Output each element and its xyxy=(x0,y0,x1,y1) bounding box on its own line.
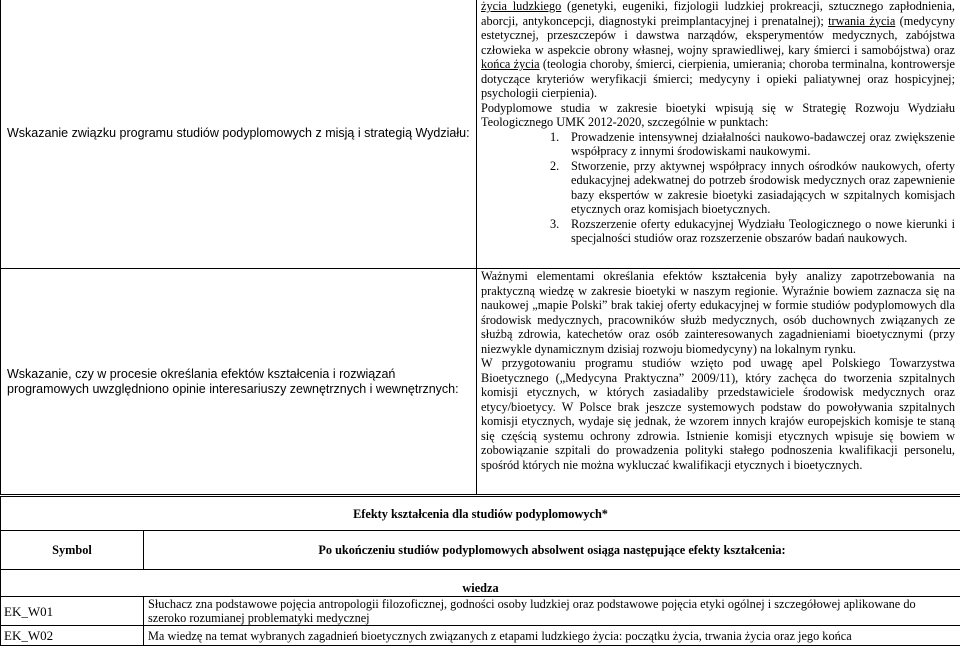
strategy-point: 3. Rozszerzenie oferty edukacyjnej Wydziału Teologicznego o nowe kierunki i specjalności studiów oraz rozszerzenie obszarów badań naukowych. xyxy=(550,216,955,245)
mission-strategy-content xyxy=(477,0,960,269)
stakeholders-paragraph-2: W przygotowaniu programu studiów wzięto pod uwagę apel Polskiego Towarzystwa Bioetycznego („Medycyna Praktyczna” 2009/11), który zachęca do tworzenia szpitalnych komisji etycznych, w których zasiadaliby przedstawiciele środowisk medycznych oraz etycy/bioetycy. W Polsce brak jeszcze systemowych podstaw do powoływania szpitalnych komisji etycznych, wydaje się jednak, że wzorem innych krajów europejskich komisje te staną się częścią systemu ochrony zdrowia. Istnienie komisji etycznych wpisuje się bowiem w zobowiązanie szpitali do prowadzenia polityki stałego podnoszenia kwalifikacji personelu, spośród których nie można wykluczać kwalifikacji etycznych i bioetycznych. xyxy=(481,356,955,472)
life-end-term: końca życia xyxy=(481,57,540,71)
stakeholders-row xyxy=(1,269,960,495)
outcome-symbol: EK_W01 xyxy=(1,597,144,626)
outcomes-title: Efekty kształcenia dla studiów podyplomowych* xyxy=(1,497,960,531)
mission-strategy-label: Wskazanie związku programu studiów podyplomowych z misją i strategią Wydziału: xyxy=(1,0,477,269)
stakeholders-content xyxy=(477,269,960,495)
stakeholders-paragraph-1: Ważnymi elementami określania efektów kształcenia były analizy zapotrzebowania na praktyczną wiedzę w zakresie bioetyki w naszym regionie. Wyraźnie bowiem zaznacza się na naukowej „mapie Polski” brak takiej oferty edukacyjnej w formie studiów podyplomowych dla środowisk medycznych, pracowników służb medycznych, osób duchownych związanych ze służbą zdrowia, katechetów oraz osób zainteresowanych zagadnieniami bioetycznymi (przy niezwykle dynamicznym dzisiaj rozwoju biomedycyny) na lokalnym rynku. xyxy=(481,269,955,356)
description-column-header: Po ukończeniu studiów podyplomowych absolwent osiąga następujące efekty kształcenia: xyxy=(144,531,960,570)
outcome-description: Słuchacz zna podstawowe pojęcia antropologii filozoficznej, godności osoby ludzkiej oraz podstawowe pojęcia etyki ogólnej i szczegółowej aplikowane do szeroko rozumianej problematyki medycznej xyxy=(144,597,960,626)
strategy-points-list xyxy=(481,130,955,246)
stakeholders-label: Wskazanie, czy w procesie określania efektów kształcenia i rozwiązań programowych uwzględniono opinie interesariuszy zewnętrznych i wewnętrznych: xyxy=(1,269,477,495)
outcomes-title-row xyxy=(1,497,960,531)
knowledge-section-label: wiedza xyxy=(1,570,960,597)
mission-strategy-row xyxy=(1,0,960,269)
bioethics-scope-paragraph: życia ludzkiego (genetyki, eugeniki, fizjologii ludzkiej prokreacji, sztucznego zapłodnienia, aborcji, antykoncepcji, diagnostyki preimplantacyjnej i prenatalnej); trwania życia (medycyny estetycznej, przeszczepów i dawstwa narządów, eksperymentów medycznych, zabójstwa człowieka w aspekcie obrony własnej, wojny sprawiedliwej, kary śmierci i samobójstwa) oraz końca życia (teologia choroby, śmierci, cierpienia, umierania; choroba terminalna, kontrowersje dotyczące kryteriów weryfikacji śmierci; medycyny i opieki paliatywnej oraz hospicyjnej; psychologii cierpienia). xyxy=(481,0,955,100)
learning-outcomes-table xyxy=(0,496,960,646)
symbol-column-header: Symbol xyxy=(1,531,144,570)
table-row xyxy=(1,626,960,646)
strategy-intro: Podyplomowe studia w zakresie bioetyki wpisują się w Strategię Rozwoju Wydziału Teologicznego UMK 2012-2020, szczególnie w punktach: xyxy=(481,100,955,129)
strategy-point: 2. Stworzenie, przy aktywnej współpracy innych ośrodków naukowych, oferty edukacyjnej adekwatnej do potrzeb środowisk medycznych oraz zapewnienie bazy ekspertów w zakresie bioetyki zasiadających w szpitalnych komisjach etycznych oraz komisjach bioetycznych. xyxy=(550,158,955,216)
outcome-description: Ma wiedzę na temat wybranych zagadnień bioetycznych związanych z etapami ludzkiego życia: początku życia, trwania życia oraz jego końca xyxy=(144,626,960,646)
life-duration-term: trwania życia xyxy=(828,13,896,28)
strategy-point: 1. Prowadzenie intensywnej działalności naukowo-badawczej oraz zwiększenie współpracy z innymi środowiskami naukowymi. xyxy=(550,129,955,158)
outcome-symbol: EK_W02 xyxy=(1,626,144,646)
table-row xyxy=(1,597,960,626)
life-beginning-term: życia ludzkiego xyxy=(481,0,562,13)
outcomes-header-row xyxy=(1,531,960,570)
section-row xyxy=(1,570,960,597)
